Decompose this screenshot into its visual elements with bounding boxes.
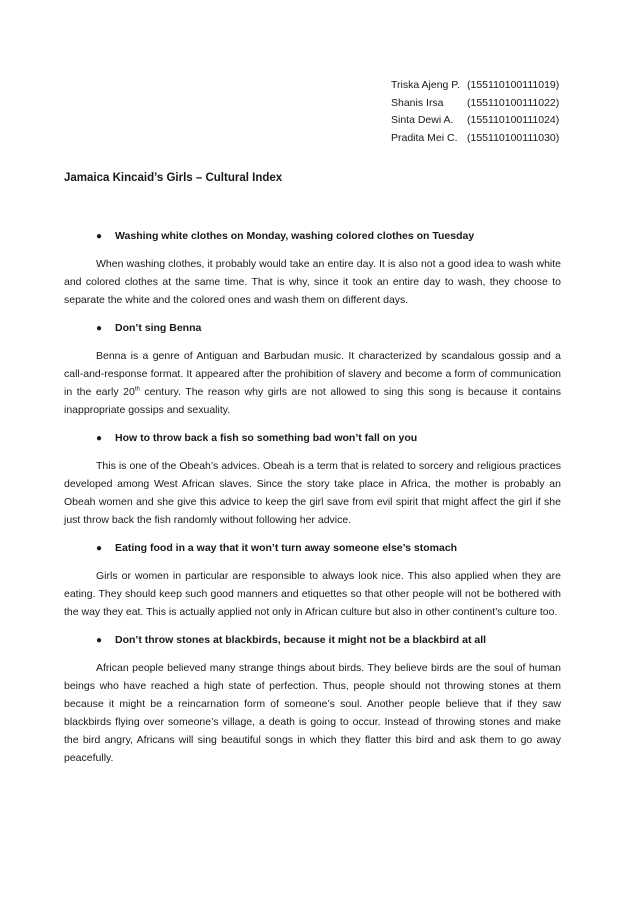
- section-heading-text: Don’t throw stones at blackbirds, because it might not be a blackbird at all: [115, 634, 487, 646]
- section-heading: [64, 228, 561, 245]
- section-heading-text: Eating food in a way that it won’t turn away someone else’s stomach: [115, 542, 458, 554]
- section-paragraph: African people believed many strange things about birds. They believe birds are the soul of human beings who have reached a high state of perfection. Thus, people should not throwing stones at them because it might be a reincarnation form of someone’s soul. Another people believe that if they saw blackbirds flying over someone’s village, a death is going to occur. Instead of throwing stones and make the bird angry, Africans will sing beautiful songs in which they flatter this bird and ask them to go away peacefully.: [64, 662, 561, 764]
- bullet-icon: ●: [96, 543, 103, 554]
- section-paragraph: When washing clothes, it probably would take an entire day. It is also not a good idea to wash white and colored clothes at the same time. That is why, since it took an entire day to wash, they choose to separate the white and the colored ones and wash them on different days.: [64, 258, 561, 306]
- section-paragraph: [64, 347, 561, 419]
- author-row: [391, 112, 559, 130]
- paragraph-text: century. The reason why girls are not allowed to sing this song is because it contains inappropriate gossips and sexuality.: [64, 386, 561, 416]
- ordinal-superscript: th: [134, 386, 140, 393]
- document-title: Jamaica Kincaid’s Girls – Cultural Index: [64, 172, 283, 184]
- document-body: [64, 228, 561, 778]
- author-list: [391, 77, 559, 147]
- author-row: [391, 95, 559, 113]
- author-id: (155110100111030): [467, 131, 560, 144]
- author-row: [391, 130, 559, 148]
- bullet-icon: ●: [96, 323, 103, 334]
- author-id: (155110100111024): [467, 114, 560, 126]
- author-name: Sinta Dewi A.: [391, 114, 454, 126]
- author-name: Pradita Mei C.: [391, 131, 458, 144]
- section-heading: [64, 320, 561, 337]
- paragraph-text: Benna is a genre of Antiguan and Barbudan music. It characterized by scandalous gossip and a call-and-response format. It appeared after the prohibition of slavery and become a form of communication in the early 20: [64, 350, 561, 398]
- bullet-icon: ●: [96, 433, 103, 444]
- bullet-icon: ●: [96, 231, 103, 242]
- section-heading-text: How to throw back a fish so something bad won’t fall on you: [115, 432, 418, 444]
- author-id: (155110100111022): [467, 96, 560, 109]
- section-paragraph: Girls or women in particular are responsible to always look nice. This also applied when they are eating. They should keep such good manners and etiquettes so that other people will not be bothered with the way they eat. This is actually applied not only in African culture but also in other continent’s culture too.: [64, 570, 561, 618]
- bullet-icon: ●: [96, 635, 103, 646]
- author-id: (155110100111019): [467, 79, 560, 91]
- section-heading: [64, 632, 561, 649]
- author-name: Shanis Irsa: [391, 96, 444, 109]
- section-heading: [64, 540, 561, 557]
- section-heading-text: Washing white clothes on Monday, washing colored clothes on Tuesday: [115, 230, 475, 242]
- section-paragraph: This is one of the Obeah’s advices. Obeah is a term that is related to sorcery and religious practices developed among West African slaves. Since the story take place in Africa, the mother is probably an Obeah women and she give this advice to keep the girl save from evil spirit that might affect the girl if she just throw back the fish randomly without following her advice.: [64, 460, 561, 526]
- author-row: [391, 77, 559, 95]
- author-name: Triska Ajeng P.: [391, 79, 460, 91]
- section-heading: [64, 430, 561, 447]
- section-heading-text: Don’t sing Benna: [115, 322, 202, 334]
